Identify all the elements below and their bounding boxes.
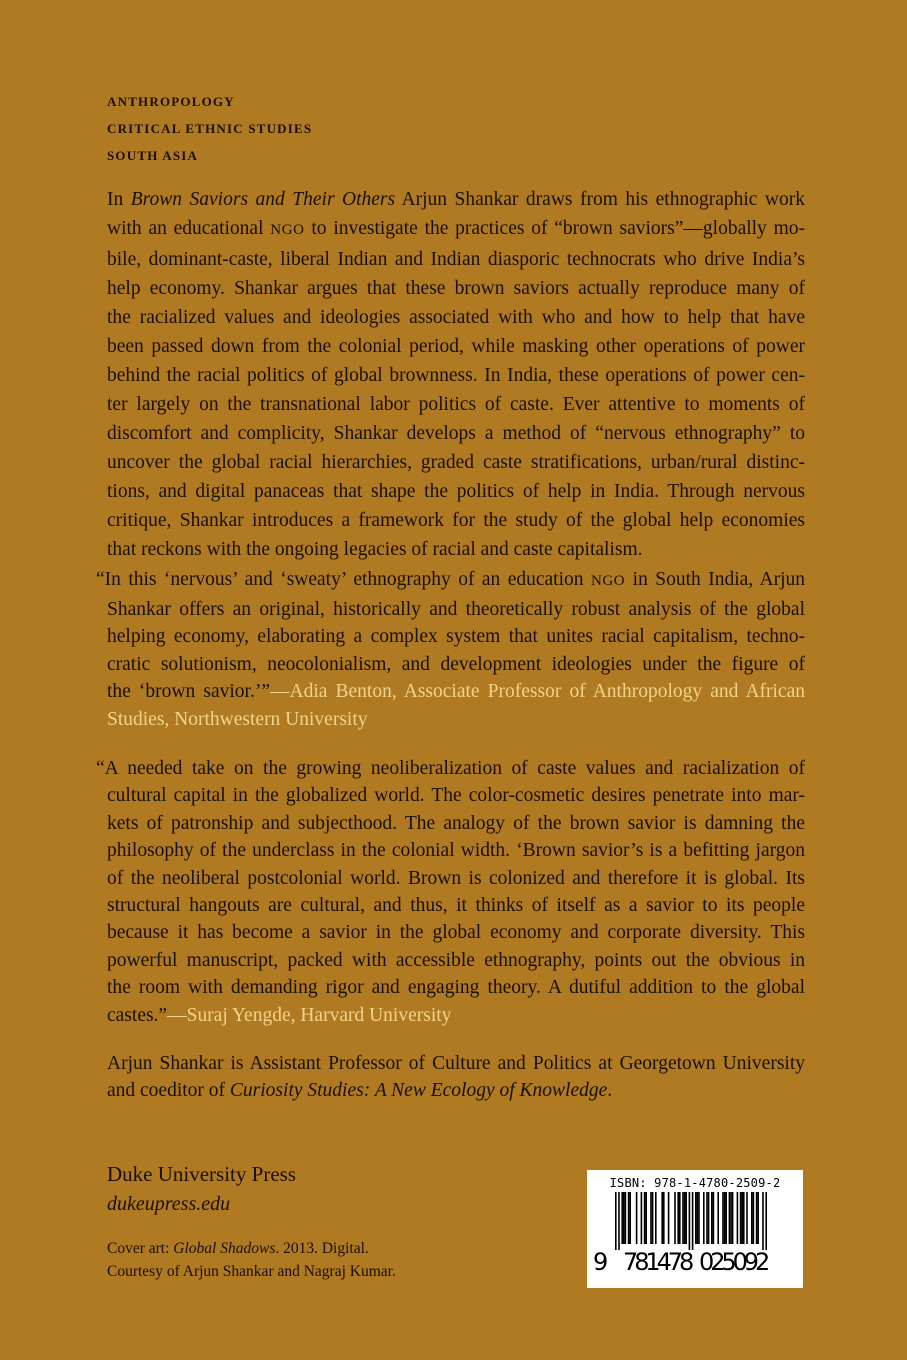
barcode-bar: [706, 1192, 708, 1244]
barcode-bar: [677, 1192, 679, 1244]
text-run: to investigate the practices of “brown saviors”—globally mo-: [304, 218, 805, 239]
barcode-bar: [762, 1192, 764, 1250]
text-line: [107, 390, 805, 419]
barcode-bar: [737, 1192, 739, 1244]
barcode-bar: [689, 1192, 691, 1250]
text-line: [96, 651, 805, 679]
text-run: that reckons with the ongoing legacies of racial and caste capitalism.: [107, 539, 643, 560]
text-run: . 2013. Digital.: [275, 1240, 369, 1257]
text-run: the room with demanding rigor and engaging theory. A dutiful addition to the global: [107, 977, 805, 999]
text-line: [107, 1237, 396, 1260]
barcode-bar: [629, 1192, 631, 1244]
barcode-bar: [717, 1192, 719, 1244]
text-run: been passed down from the colonial period, while masking other operations of power: [107, 336, 805, 357]
cover-credit: [107, 1237, 396, 1283]
text-run: the ‘brown savior.’”: [107, 681, 270, 702]
text-line: [96, 755, 805, 782]
barcode-bar: [618, 1192, 620, 1250]
text-run: cratic solutionism, neocolonialism, and development ideologies under the figure of: [107, 653, 805, 675]
text-line: [107, 332, 805, 361]
text-line: [96, 782, 805, 809]
text-run: in South India, Arjun: [625, 569, 805, 590]
barcode-bar: [724, 1192, 726, 1244]
text-line: [96, 566, 805, 596]
barcode-bar: [703, 1192, 705, 1244]
text-run: Global Shadows: [173, 1240, 276, 1257]
barcode-digit: 0: [699, 1248, 715, 1276]
text-line: [107, 506, 805, 535]
text-line: [107, 1077, 805, 1104]
barcode-bar: [644, 1192, 646, 1244]
text-run: and coeditor of: [107, 1080, 230, 1101]
text-run: helping economy, elaborating a complex system that unites racial capitalism, techno-: [107, 626, 805, 647]
barcode-bar: [692, 1192, 694, 1250]
barcode-bar: [741, 1192, 743, 1244]
text-run: kets of patronship and subjecthood. The analogy of the brown savior is damning the: [107, 812, 805, 834]
barcode-bar: [725, 1192, 727, 1244]
publisher-name: Duke University Press: [107, 1162, 296, 1186]
text-run: behind the racial politics of global brownness. In India, these operations of power cen-: [107, 365, 805, 386]
text-line: [107, 185, 805, 214]
category-anthropology: ANTHROPOLOGY: [107, 94, 235, 109]
barcode-bar: [684, 1192, 686, 1244]
text-run: —Suraj Yengde, Harvard University: [167, 1004, 452, 1026]
barcode-digit: 9: [593, 1248, 609, 1276]
barcode-bars: [615, 1192, 775, 1250]
text-run: Arjun Shankar draws from his ethnographic work: [395, 189, 805, 210]
barcode-bar: [711, 1192, 713, 1244]
barcode-bar: [708, 1192, 710, 1244]
text-run: —Adia Benton, Associate Professor of Anthropology and African: [269, 681, 805, 702]
text-line: [107, 535, 805, 564]
barcode-digit: 8: [679, 1248, 695, 1276]
barcode-digit: 2: [710, 1248, 726, 1276]
text-line: [96, 596, 805, 624]
category-critical-ethnic-studies: CRITICAL ETHNIC STUDIES: [107, 121, 313, 136]
barcode-bar: [746, 1192, 748, 1244]
text-run: because it has become a savior in the global economy and corporate diversity. This: [107, 922, 805, 944]
text-line: [96, 1002, 805, 1029]
text-line: [96, 678, 805, 706]
text-run: Cover art:: [107, 1240, 174, 1257]
text-run: Courtesy of Arjun Shankar and Nagraj Kumar.: [107, 1263, 396, 1280]
text-run: cultural capital in the globalized world. The color-cosmetic desires penetrate into mar-: [107, 785, 805, 807]
text-run: castes.”: [107, 1004, 168, 1026]
text-run: Brown Saviors and Their Others: [130, 189, 396, 210]
text-run: Arjun Shankar is Assistant Professor of Culture and Politics at Georgetown University: [107, 1053, 805, 1074]
text-line: [107, 274, 805, 303]
book-description: [107, 185, 805, 564]
barcode-digit: 4: [656, 1248, 672, 1276]
barcode-bar: [685, 1192, 687, 1244]
barcode-bar: [661, 1192, 663, 1244]
text-line: [107, 214, 805, 245]
text-line: [107, 245, 805, 274]
blurb-suraj-yengde: [96, 755, 805, 1029]
barcode-digit: 8: [634, 1248, 650, 1276]
barcode-bar: [730, 1192, 732, 1244]
text-run: uncover the global racial hierarchies, graded caste stratifications, urban/rural distinc-: [107, 452, 805, 473]
text-run: NGO: [270, 222, 305, 238]
barcode-bar: [743, 1192, 745, 1244]
barcode-bar: [655, 1192, 657, 1244]
subject-categories: [107, 88, 507, 169]
text-run: the racialized values and ideologies associated with who and how to help that have: [107, 307, 805, 328]
author-bio: [107, 1050, 805, 1104]
text-run: “A needed take on the growing neoliberalization of caste values and racialization of: [96, 758, 805, 779]
barcode-digit: 7: [667, 1248, 684, 1276]
text-run: tions, and digital panaceas that shape the politics of help in India. Through nervous: [107, 481, 805, 502]
text-run: help economy. Shankar argues that these brown saviors actually reproduce many of: [107, 278, 805, 299]
barcode-bar: [652, 1192, 654, 1244]
barcode-bar: [757, 1192, 759, 1244]
text-line: [107, 448, 805, 477]
barcode-bar: [663, 1192, 665, 1244]
barcode-bar: [674, 1192, 676, 1244]
barcode-bar: [679, 1192, 681, 1244]
barcode-bar: [625, 1192, 627, 1244]
barcode-bar: [722, 1192, 724, 1244]
text-line: [96, 892, 805, 919]
barcode-bar: [756, 1192, 758, 1244]
barcode-digit: 9: [743, 1248, 760, 1276]
barcode-digit: 2: [755, 1248, 771, 1276]
text-line: [96, 623, 805, 651]
text-run: of the neoliberal postcolonial world. Brown is colonized and therefore it is global. Its: [107, 867, 805, 889]
barcode-bar: [713, 1192, 715, 1244]
barcode-bar: [697, 1192, 699, 1244]
barcode-bar: [621, 1192, 623, 1244]
text-line: [107, 1260, 396, 1283]
blurb-adia-benton: [96, 566, 805, 733]
text-run: powerful manuscript, packed with accessible ethnography, points out the obvious in: [107, 949, 805, 971]
barcode-digit: 1: [645, 1248, 661, 1276]
isbn-barcode: [587, 1170, 803, 1288]
text-line: [96, 865, 805, 892]
barcode-bar: [636, 1192, 638, 1244]
barcode-bar: [641, 1192, 643, 1244]
text-run: structural hangouts are cultural, and thus, it thinks of itself as a savior to its people: [107, 895, 805, 917]
text-run: Shankar offers an original, historically and theoretically robust analysis of the global: [107, 598, 805, 620]
text-run: philosophy of the underclass in the colonial width. ‘Brown savior’s is a befitting jargon: [107, 840, 805, 862]
text-run: ter largely on the transnational labor politics of caste. Ever attentive to moments of: [107, 394, 805, 415]
barcode-bar: [695, 1192, 697, 1244]
barcode-digit: 0: [732, 1248, 748, 1276]
text-run: bile, dominant-caste, liberal Indian and Indian diasporic technocrats who drive India’s: [107, 249, 805, 270]
text-run: with an educational: [107, 218, 271, 239]
text-line: [107, 1050, 805, 1077]
text-line: [107, 361, 805, 390]
text-run: discomfort and complicity, Shankar develops a method of “nervous ethnography” to: [107, 423, 805, 444]
text-run: NGO: [590, 573, 626, 589]
isbn-label: ISBN: 978-1-4780-2509-2: [609, 1176, 781, 1190]
text-line: [96, 947, 805, 974]
barcode-digit: 7: [623, 1248, 639, 1276]
barcode-bar: [753, 1192, 755, 1244]
barcode-bar: [729, 1192, 731, 1244]
publisher-url: dukeupress.edu: [107, 1193, 231, 1215]
text-line: [107, 303, 805, 332]
barcode-bar: [650, 1192, 652, 1244]
barcode-bar: [732, 1192, 734, 1244]
text-run: In: [107, 189, 131, 210]
publisher-block: [107, 1160, 467, 1220]
text-line: [96, 706, 805, 734]
text-run: Studies, Northwestern University: [107, 708, 368, 730]
text-line: [107, 477, 805, 506]
text-run: critique, Shankar introduces a framework for the study of the global help economies: [107, 510, 805, 531]
barcode-bar: [623, 1192, 625, 1244]
barcode-bar: [615, 1192, 617, 1250]
text-line: [107, 419, 805, 448]
text-run: “In this ‘nervous’ and ‘sweaty’ ethnography of an education: [96, 569, 591, 590]
barcode-bar: [698, 1192, 700, 1244]
text-run: Curiosity Studies: A New Ecology of Knowledge: [229, 1080, 608, 1101]
barcode-bar: [645, 1192, 647, 1244]
text-line: [96, 974, 805, 1001]
barcode-bar: [751, 1192, 753, 1244]
barcode-digit: 5: [721, 1248, 737, 1276]
barcode-bar: [628, 1192, 630, 1244]
barcode-bar: [765, 1192, 767, 1250]
barcode-bar: [668, 1192, 670, 1244]
text-line: [96, 810, 805, 837]
barcode-bar: [682, 1192, 684, 1244]
barcode-bar: [740, 1192, 742, 1244]
category-south-asia: SOUTH ASIA: [107, 148, 199, 163]
text-line: [96, 837, 805, 864]
text-line: [96, 919, 805, 946]
text-run: .: [607, 1080, 613, 1101]
